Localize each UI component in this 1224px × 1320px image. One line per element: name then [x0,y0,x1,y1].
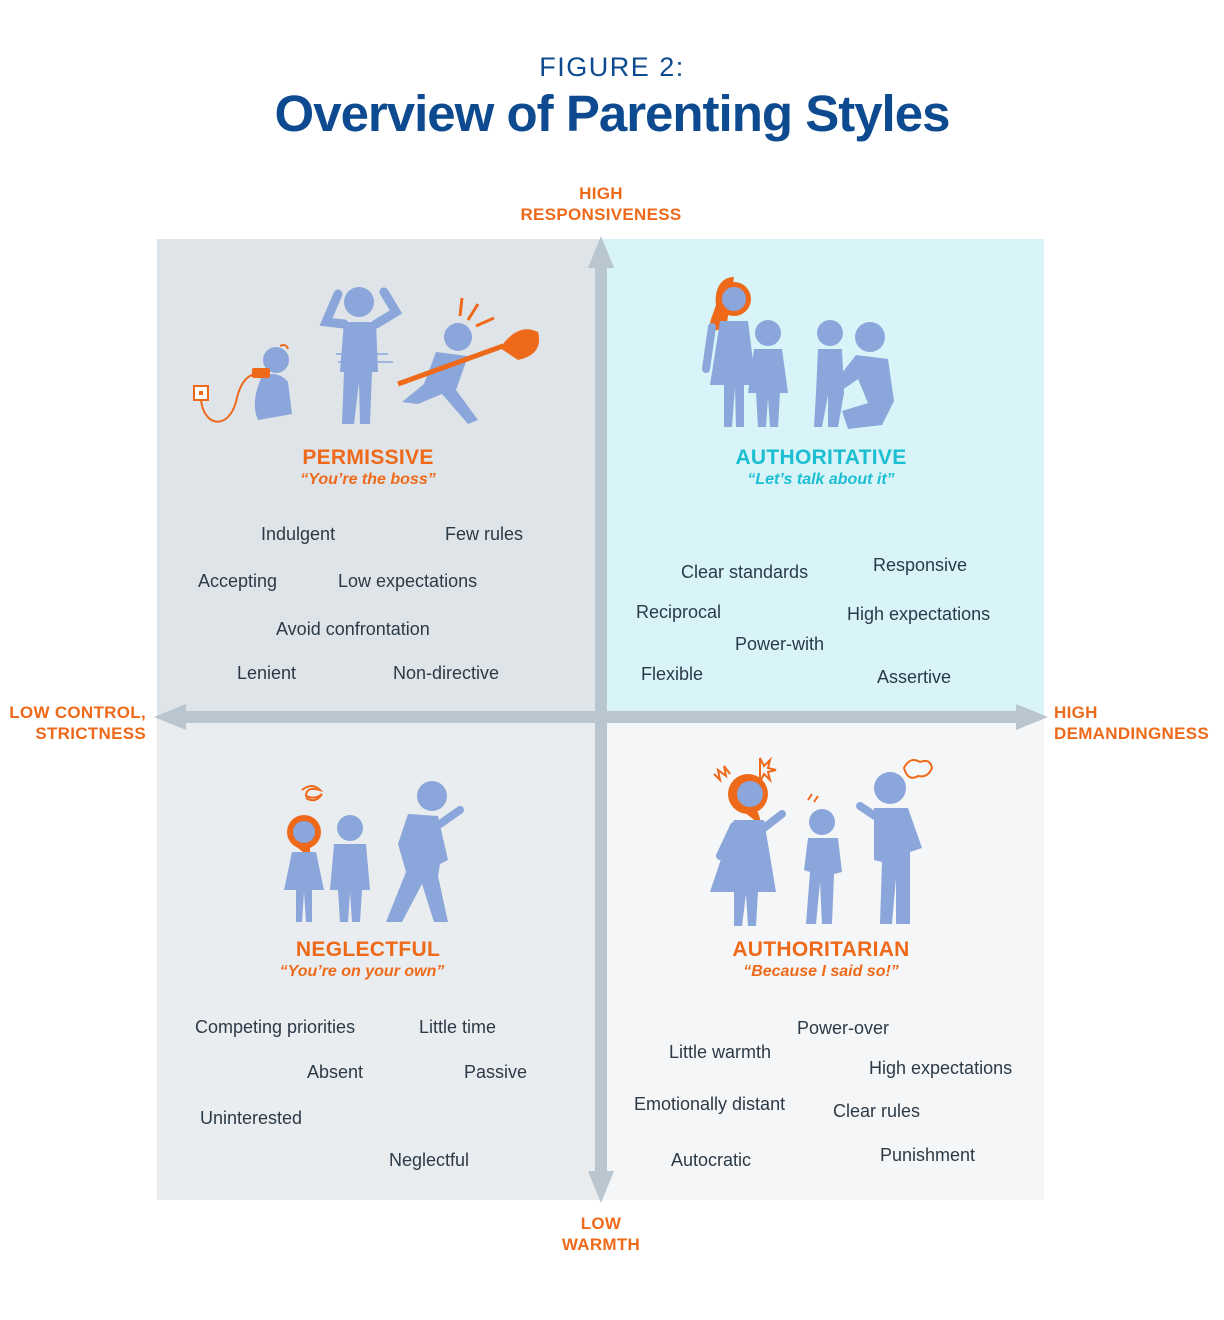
axis-label-bottom-line1: LOW [580,1214,622,1233]
authoritative-trait: Power-with [735,634,825,654]
axis-arrow-right [1016,704,1048,730]
authoritative-trait: Responsive [873,555,968,575]
neglectful-trait: Absent [307,1062,364,1082]
axis-label-left-line1: LOW CONTROL, [9,703,146,722]
authoritarian-trait: Autocratic [671,1150,752,1170]
permissive-title: PERMISSIVE [302,446,434,469]
permissive-trait: Indulgent [261,524,336,544]
permissive-trait: Avoid confrontation [276,619,430,639]
axis-label-left [0,702,146,744]
permissive-quote: “You’re the boss” [300,471,436,488]
permissive-trait: Low expectations [338,571,478,591]
authoritative-trait: Reciprocal [636,602,722,622]
neglectful-title: NEGLECTFUL [295,938,441,961]
axis-label-left-line2: STRICTNESS [35,724,146,743]
neglectful-trait: Passive [464,1062,528,1082]
axis-label-bottom-line2: WARMTH [561,1235,641,1254]
authoritative-trait: Assertive [877,667,952,687]
permissive-trait: Lenient [237,663,297,683]
authoritarian-illustration-icon [704,752,940,932]
neglectful-trait: Competing priorities [195,1017,356,1037]
permissive-trait: Non-directive [393,663,500,683]
figure-title: Overview of Parenting Styles [274,85,950,142]
axis-label-top [501,183,701,225]
permissive-trait: Accepting [198,571,278,591]
figure-label: FIGURE 2: [539,52,685,82]
authoritative-quote: “Let’s talk about it” [747,471,895,488]
authoritarian-trait: Clear rules [833,1101,921,1121]
neglectful-trait: Uninterested [200,1108,303,1128]
authoritarian-title: AUTHORITARIAN [732,938,910,961]
axis-arrow-left [154,704,186,730]
neglectful-trait: Little time [419,1017,497,1037]
permissive-illustration-icon [188,282,548,432]
authoritative-trait: Clear standards [681,562,809,582]
neglectful-trait: Neglectful [389,1150,470,1170]
authoritarian-trait: High expectations [869,1058,1013,1078]
axis-label-top-line2: RESPONSIVENESS [520,205,682,224]
axis-label-bottom [501,1213,701,1255]
authoritarian-quote: “Because I said so!” [743,963,899,980]
neglectful-quote: “You’re on your own” [279,963,445,980]
authoritarian-trait: Emotionally distant [634,1094,786,1114]
authoritarian-trait: Punishment [880,1145,976,1165]
axis-label-top-line1: HIGH [579,184,623,203]
axis-label-right [1054,702,1224,744]
authoritative-title: AUTHORITATIVE [735,446,907,469]
neglectful-illustration-icon [280,780,470,930]
authoritative-trait: Flexible [641,664,704,684]
authoritative-trait: High expectations [847,604,991,624]
axis-label-right-line1: HIGH [1054,703,1098,722]
permissive-trait: Few rules [445,524,524,544]
axis-arrow-up [588,236,614,268]
authoritarian-trait: Power-over [797,1018,890,1038]
axis-arrow-down [588,1171,614,1203]
authoritarian-trait: Little warmth [669,1042,772,1062]
authoritative-illustration-icon [698,275,898,435]
axis-label-right-line2: DEMANDINGNESS [1054,724,1210,743]
